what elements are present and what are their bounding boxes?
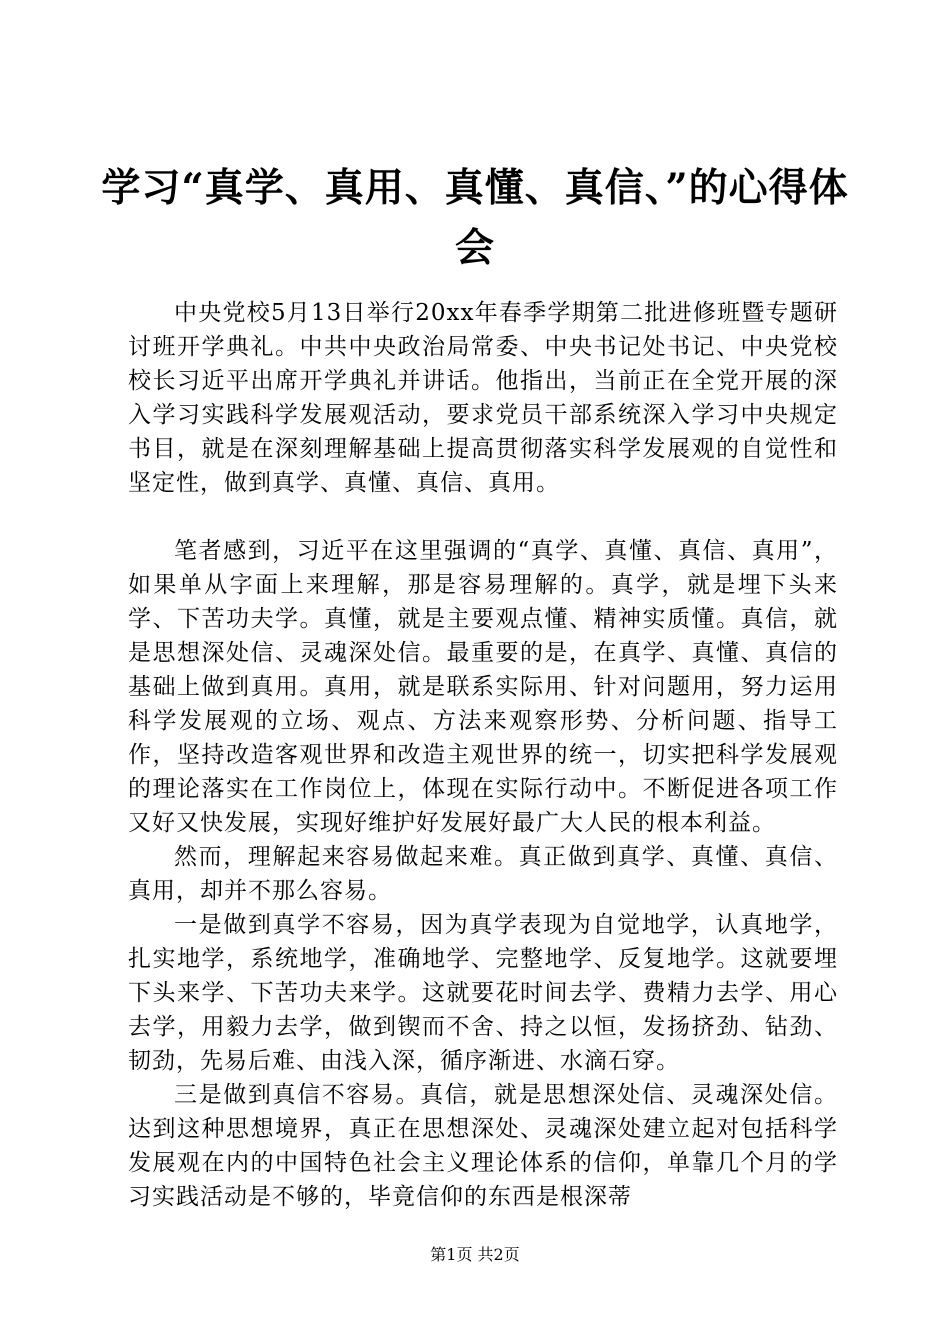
document-body (128, 296, 838, 1214)
paragraph-understanding: 笔者感到，习近平在这里强调的“真学、真懂、真信、真用”，如果单从字面上来理解，那是容易理解的。真学，就是埋下头来学、下苦功夫学。真懂，就是主要观点懂、精神实质懂。真信，就是思想深处信、灵魂深处信。最重要的是，在真学、真懂、真信的基础上做到真用。真用，就是联系实际用、针对问题用，努力运用科学发展观的立场、观点、方法来观察形势、分析问题、指导工作，坚持改造客观世界和改造主观世界的统一，切实把科学发展观的理论落实在工作岗位上，体现在实际行动中。不断促进各项工作又好又快发展，实现好维护好发展好最广大人民的根本利益。 (128, 538, 838, 836)
paragraph-intro: 中央党校5月13日举行20xx年春季学期第二批进修班暨专题研讨班开学典礼。中共中央政治局常委、中央书记处书记、中央党校校长习近平出席开学典礼并讲话。他指出，当前正在全党开展的深入学习实践科学发展观活动，要求党员干部系统深入学习中央规定书目，就是在深刻理解基础上提高贯彻落实科学发展观的自觉性和坚定性，做到真学、真懂、真信、真用。 (128, 300, 838, 496)
paragraph-difficulty: 然而，理解起来容易做起来难。真正做到真学、真懂、真信、真用，却并不那么容易。 (128, 844, 838, 904)
paragraph-point-one: 一是做到真学不容易，因为真学表现为自觉地学，认真地学，扎实地学，系统地学，准确地学、完整地学、反复地学。这就要埋下头来学、下苦功夫来学。这就要花时间去学、费精力去学、用心去学，用毅力去学，做到锲而不舍、持之以恒，发扬挤劲、钻劲、韧劲，先易后难、由浅入深，循序渐进、水滴石穿。 (128, 912, 838, 1074)
document-title: 学习“真学、真用、真懂、真信、”的心得体会 (101, 165, 849, 271)
paragraph-point-three: 三是做到真信不容易。真信，就是思想深处信、灵魂深处信。达到这种思想境界，真正在思想深处、灵魂深处建立起对包括科学发展观在内的中国特色社会主义理论体系的信仰，单靠几个月的学习实践活动是不够的，毕竟信仰的东西是根深蒂 (128, 1082, 838, 1210)
page-footer: 第1页 共2页 (430, 1245, 520, 1264)
